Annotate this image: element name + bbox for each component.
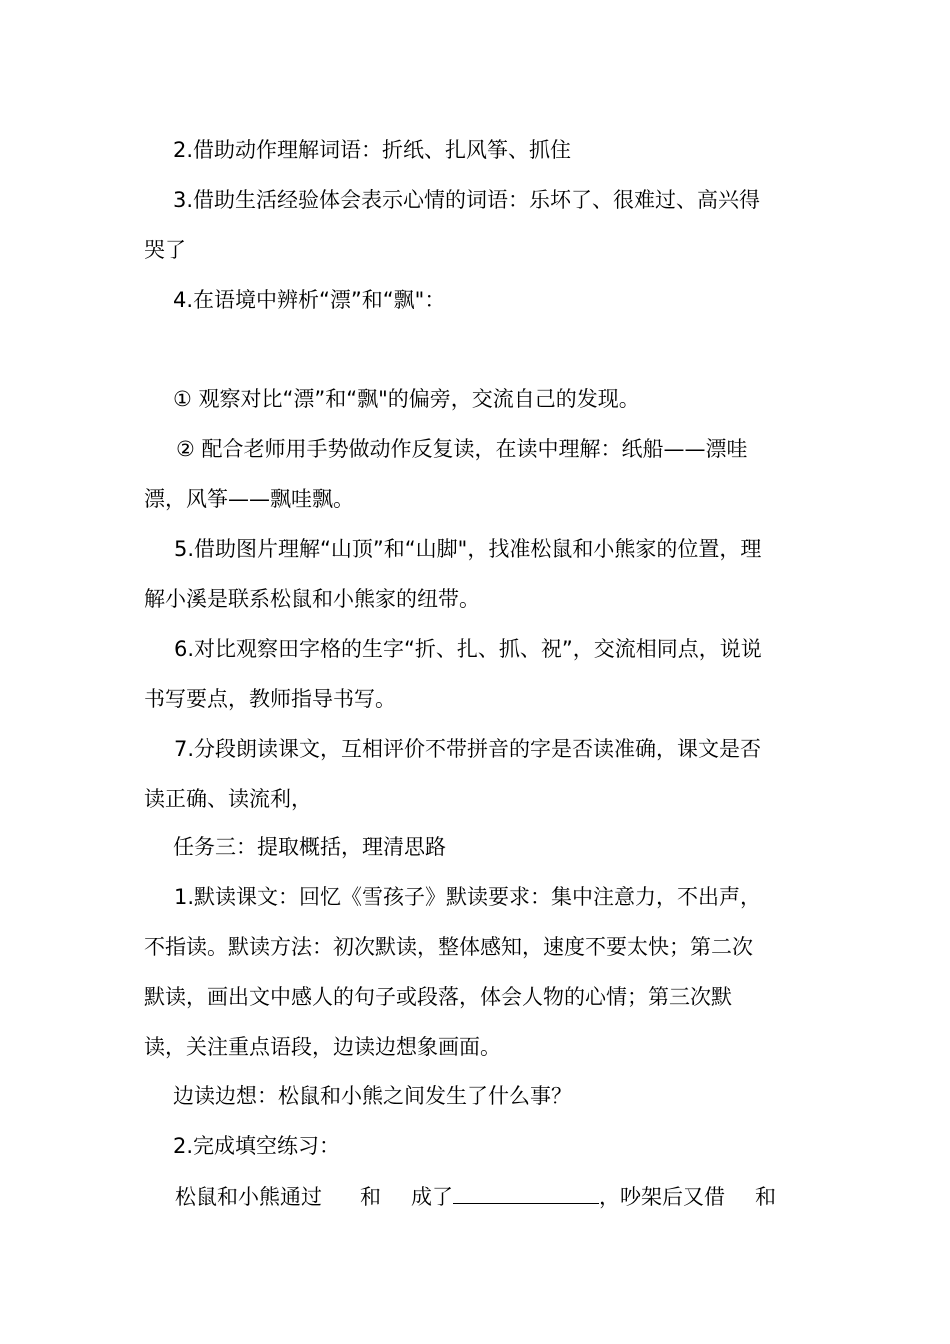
sub-item-1-observe: ① 观察对比“漂”和“飘"的偏旁，交流自己的发现。	[173, 387, 640, 411]
fill-text-4: ，吵架后又借	[599, 1185, 725, 1209]
fill-text-5: 和	[755, 1185, 776, 1209]
fill-text-3: 成了	[411, 1185, 453, 1209]
task3-item-1-cont-a: 不指读。默读方法：初次默读，整体感知，速度不要太快；第二次	[144, 935, 753, 959]
item-5-pictures-cont: 解小溪是联系松鼠和小熊家的纽带。	[144, 587, 480, 611]
fill-in-line	[175, 1181, 815, 1212]
item-2-actions: 2.借助动作理解词语：折纸、扎风筝、抓住	[173, 138, 572, 162]
item-4-distinguish: 4.在语境中辨析“漂”和“飘"：	[173, 288, 446, 312]
sub-item-2-gesture-cont: 漂，风筝——飘哇飘。	[144, 487, 354, 511]
item-6-characters: 6.对比观察田字格的生字“折、扎、抓、祝”，交流相同点，说说	[174, 637, 762, 661]
reading-question: 边读边想：松鼠和小熊之间发生了什么事？	[173, 1084, 572, 1108]
fill-blank[interactable]	[453, 1181, 599, 1204]
task3-item-2: 2.完成填空练习：	[173, 1134, 341, 1158]
item-7-reading-cont: 读正确、读流利，	[144, 787, 312, 811]
task3-item-1: 1.默读课文：回忆《雪孩子》默读要求：集中注意力，不出声，	[174, 885, 762, 909]
task3-item-1-cont-c: 读，关注重点语段，边读边想象画面。	[144, 1035, 501, 1059]
item-3-emotions-cont: 哭了	[144, 238, 186, 262]
sub-item-2-gesture: ② 配合老师用手势做动作反复读，在读中理解：纸船——漂哇	[176, 437, 748, 461]
fill-text-1: 松鼠和小熊通过	[175, 1185, 322, 1209]
item-7-reading: 7.分段朗读课文，互相评价不带拼音的字是否读准确，课文是否	[174, 737, 762, 761]
task-3-heading: 任务三：提取概括，理清思路	[173, 835, 446, 859]
task3-item-1-cont-b: 默读，画出文中感人的句子或段落，体会人物的心情；第三次默	[144, 985, 732, 1009]
item-6-characters-cont: 书写要点，教师指导书写。	[144, 687, 396, 711]
item-3-emotions: 3.借助生活经验体会表示心情的词语：乐坏了、很难过、高兴得	[173, 188, 761, 212]
item-5-pictures: 5.借助图片理解“山顶”和“山脚"，找准松鼠和小熊家的位置，理	[174, 537, 762, 561]
fill-text-2: 和	[360, 1185, 381, 1209]
